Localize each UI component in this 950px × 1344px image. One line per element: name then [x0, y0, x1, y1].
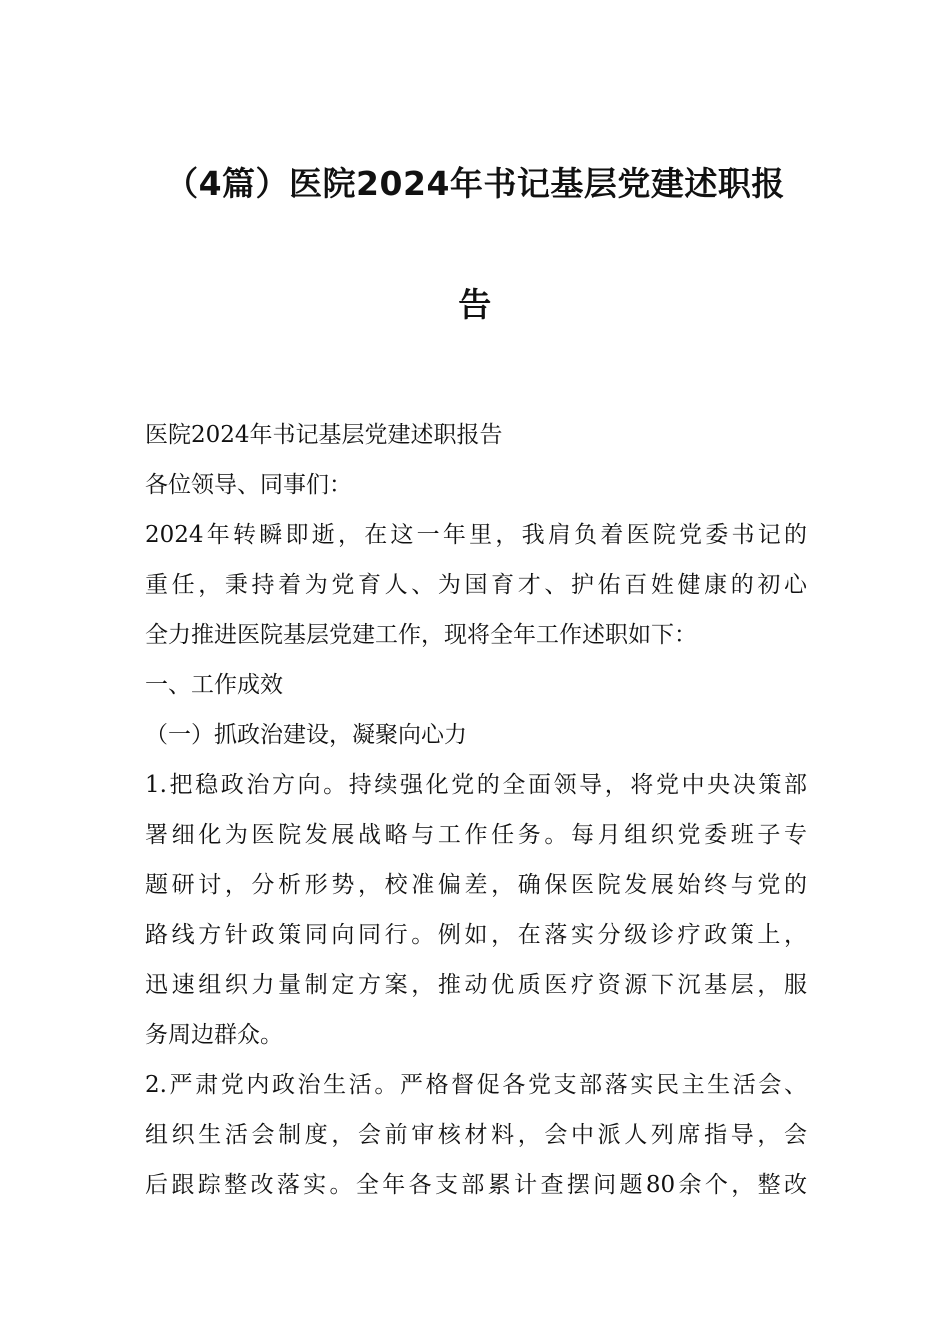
body-line: 迅速组织力量制定方案，推动优质医疗资源下沉基层，服	[145, 972, 807, 998]
body-line: 后跟踪整改落实。全年各支部累计查摆问题80余个，整改	[145, 1172, 807, 1198]
document-title-line-2: 告	[458, 285, 492, 324]
salutation: 各位领导、同事们：	[145, 472, 352, 498]
document-body	[145, 410, 807, 1210]
body-line: 务周边群众。	[145, 1022, 283, 1048]
section-heading: 一、工作成效	[145, 672, 283, 698]
body-line: 题研讨，分析形势，校准偏差，确保医院发展始终与党的	[145, 872, 807, 898]
document-title-line-1: （4篇）医院2024年书记基层党建述职报	[165, 164, 785, 203]
body-line: 组织生活会制度，会前审核材料，会中派人列席指导，会	[145, 1122, 807, 1148]
body-line: 1.把稳政治方向。持续强化党的全面领导，将党中央决策部	[145, 772, 807, 798]
report-heading: 医院2024年书记基层党建述职报告	[145, 422, 503, 448]
body-line: 2024年转瞬即逝，在这一年里，我肩负着医院党委书记的	[145, 522, 807, 548]
body-line: 重任，秉持着为党育人、为国育才、护佑百姓健康的初心	[145, 572, 807, 598]
body-line: 全力推进医院基层党建工作，现将全年工作述职如下：	[145, 622, 697, 648]
body-line: 路线方针政策同向同行。例如，在落实分级诊疗政策上，	[145, 922, 807, 948]
subsection-heading: （一）抓政治建设，凝聚向心力	[145, 722, 467, 748]
body-line: 署细化为医院发展战略与工作任务。每月组织党委班子专	[145, 822, 807, 848]
body-line: 2.严肃党内政治生活。严格督促各党支部落实民主生活会、	[145, 1072, 807, 1098]
